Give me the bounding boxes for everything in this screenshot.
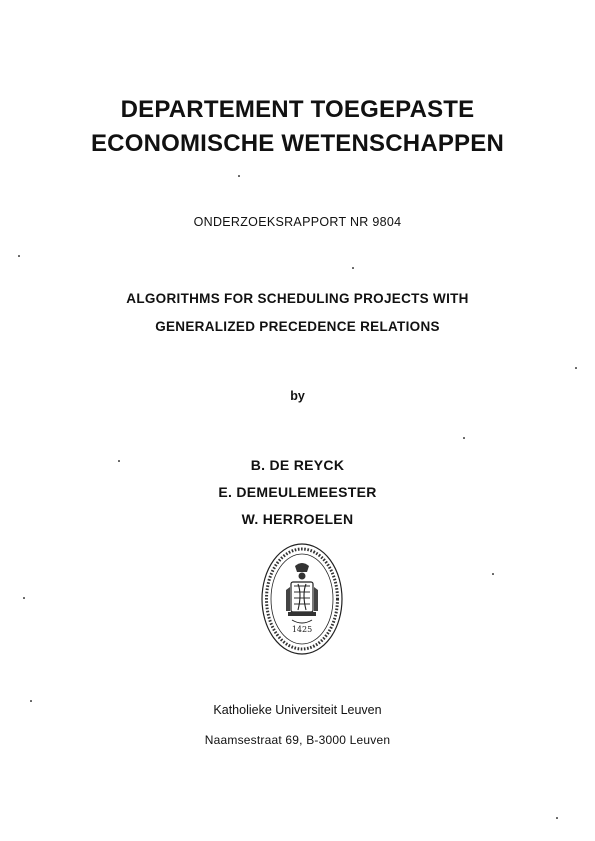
department-title-line2: ECONOMISCHE WETENSCHAPPEN: [90, 130, 505, 157]
by-label: by: [290, 389, 305, 403]
author-3: W. HERROELEN: [241, 511, 354, 527]
scan-speck: [238, 175, 240, 177]
university-name: Katholieke Universiteit Leuven: [213, 703, 382, 717]
author-1: B. DE REYCK: [250, 457, 345, 473]
paper-title-line1: ALGORITHMS FOR SCHEDULING PROJECTS WITH: [126, 291, 469, 306]
scan-speck: [575, 367, 577, 369]
scan-speck: [23, 597, 25, 599]
university-address: Naamsestraat 69, B-3000 Leuven: [204, 733, 391, 747]
scan-speck: [118, 460, 120, 462]
scan-speck: [492, 573, 494, 575]
scan-speck: [463, 437, 465, 439]
scan-speck: [30, 700, 32, 702]
department-title-line1: DEPARTEMENT TOEGEPASTE: [120, 96, 475, 123]
report-number: ONDERZOEKSRAPPORT NR 9804: [193, 215, 402, 229]
scan-speck: [18, 255, 20, 257]
author-2: E. DEMEULEMEESTER: [218, 484, 377, 500]
scan-speck: [556, 817, 558, 819]
paper-title-line2: GENERALIZED PRECEDENCE RELATIONS: [155, 319, 440, 334]
svg-text:1425: 1425: [291, 625, 313, 634]
scan-speck: [352, 267, 354, 269]
university-seal: [258, 540, 346, 658]
